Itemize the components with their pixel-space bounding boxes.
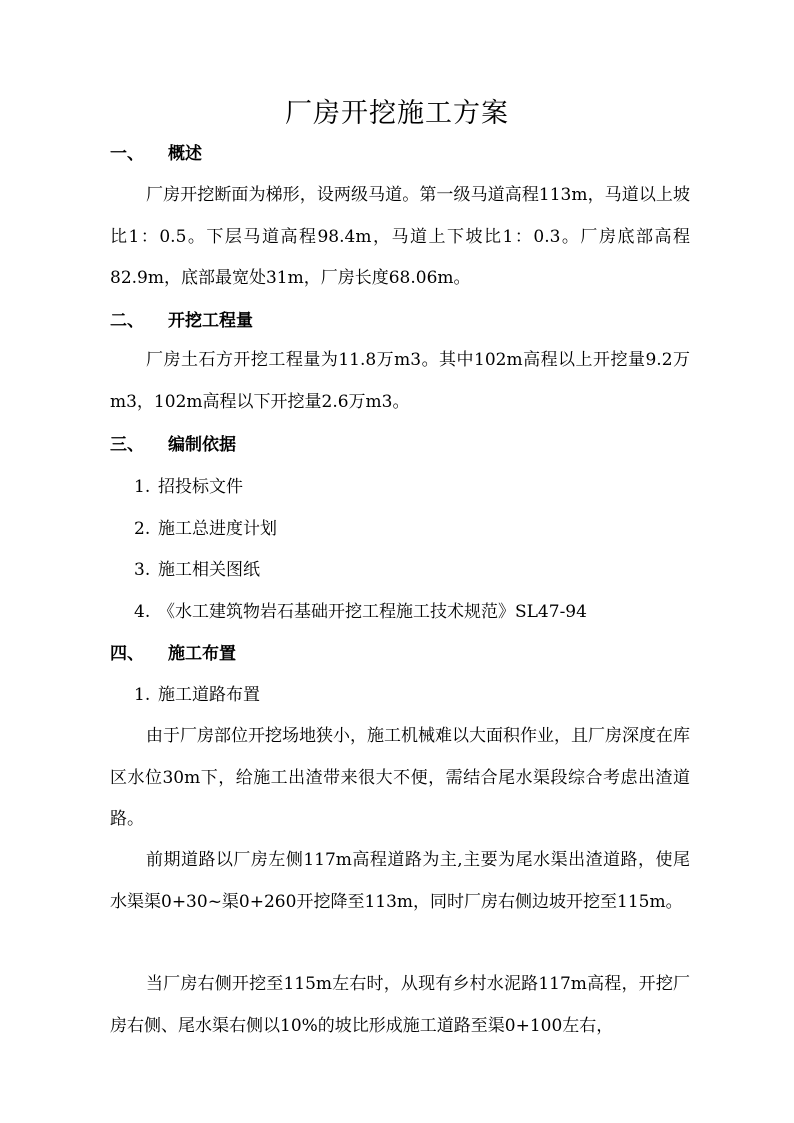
paragraph-overview: 厂房开挖断面为梯形，设两级马道。第一级马道高程113m，马道以上坡比1：0.5。下层马道高程98.4m，马道上下坡比1：0.3。厂房底部高程82.9m，底部最宽处31m，厂房长度68.06m。	[110, 185, 690, 288]
paragraph-road-early: 前期道路以厂房左侧117m高程道路为主,主要为尾水渠出渣道路，使尾水渠渠0+30~渠0+260开挖降至113m，同时厂房右侧边坡开挖至115m。	[110, 850, 690, 912]
section-heading-basis	[110, 431, 236, 459]
section-number: 四、	[110, 644, 144, 664]
list-item-number: 3.	[134, 560, 151, 580]
list-item-text: 施工相关图纸	[158, 560, 260, 580]
paragraph-road-right: 当厂房右侧开挖至115m左右时，从现有乡村水泥路117m高程，开挖厂房右侧、尾水渠右侧以10%的坡比形成施工道路至渠0+100左右，	[110, 974, 690, 1036]
list-item-number: 2.	[134, 519, 151, 539]
list-item	[134, 556, 260, 584]
section-title: 概述	[168, 144, 202, 164]
section-heading-quantity	[110, 307, 253, 335]
section-heading-overview	[110, 140, 202, 168]
paragraph-quantity: 厂房土石方开挖工程量为11.8万m3。其中102m高程以上开挖量9.2万m3，102m高程以下开挖量2.6万m3。	[110, 350, 690, 412]
subsection-number: 1.	[134, 685, 151, 705]
document-title: 厂房开挖施工方案	[285, 98, 509, 129]
list-item-number: 4.	[134, 602, 151, 622]
section-title: 开挖工程量	[168, 311, 253, 331]
section-number: 三、	[110, 435, 144, 455]
section-title: 施工布置	[168, 644, 236, 664]
subsection-title: 施工道路布置	[158, 685, 260, 705]
section-title: 编制依据	[168, 435, 236, 455]
list-item	[134, 473, 243, 501]
section-heading-layout	[110, 640, 236, 668]
list-item	[134, 598, 587, 626]
list-item-number: 1.	[134, 477, 151, 497]
section-number: 一、	[110, 144, 144, 164]
list-item-text: 《水工建筑物岩石基础开挖工程施工技术规范》SL47-94	[158, 602, 587, 622]
subsection-heading	[134, 681, 260, 709]
list-item	[134, 515, 277, 543]
section-number: 二、	[110, 311, 144, 331]
paragraph-road-intro: 由于厂房部位开挖场地狭小，施工机械难以大面积作业，且厂房深度在库区水位30m下，给施工出渣带来很大不便，需结合尾水渠段综合考虑出渣道路。	[110, 726, 690, 829]
list-item-text: 施工总进度计划	[158, 519, 277, 539]
list-item-text: 招投标文件	[158, 477, 243, 497]
